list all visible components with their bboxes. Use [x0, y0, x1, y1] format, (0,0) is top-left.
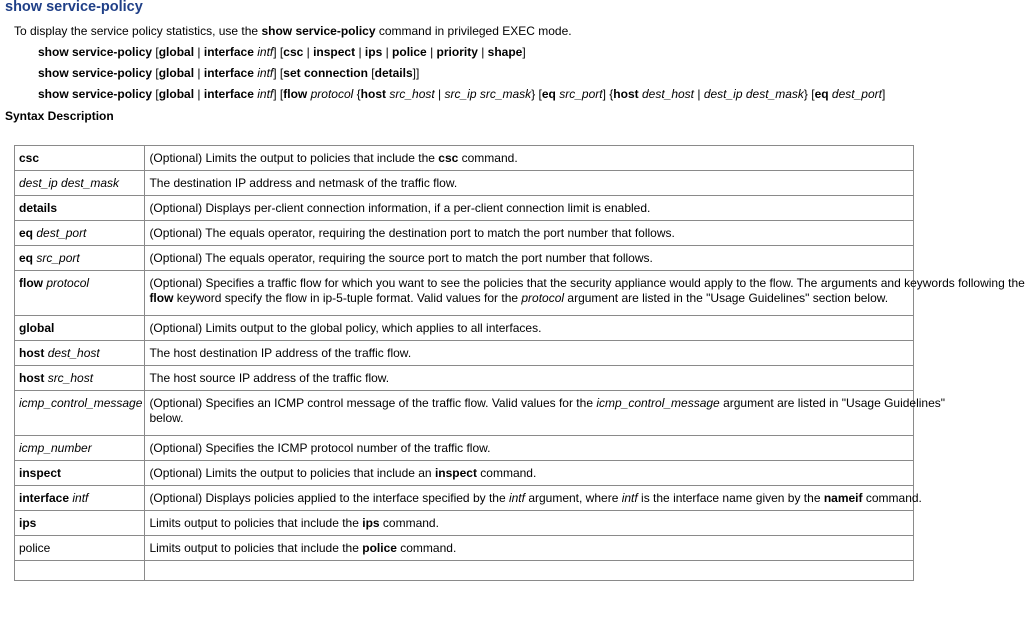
parameter-name-cell	[15, 246, 145, 271]
keyword-text: eq	[19, 251, 34, 265]
plain-text: |	[194, 66, 204, 80]
parameter-name-cell	[15, 461, 145, 486]
argument-text: src_ip src_mask	[444, 87, 532, 101]
argument-text: src_port	[559, 87, 603, 101]
plain-text: command.	[458, 151, 518, 165]
argument-text: dest_port	[831, 87, 882, 101]
plain-text: |	[434, 87, 445, 101]
plain-text: } [	[803, 87, 815, 101]
intro-text-pre: To display the service policy statistics, use the	[14, 24, 262, 38]
keyword-text: csc	[19, 151, 40, 165]
keyword-text: ips	[362, 516, 380, 530]
table-row	[15, 511, 914, 536]
keyword-text: police	[362, 541, 397, 555]
argument-text: intf	[508, 491, 525, 505]
keyword-text: host	[19, 371, 45, 385]
syntax-description-heading: Syntax Description	[5, 109, 114, 123]
table-row	[15, 246, 914, 271]
keyword-text: host	[19, 346, 45, 360]
keyword-text: csc	[283, 45, 304, 59]
plain-text: (Optional) The equals operator, requiring the destination port to match the port number that follows.	[149, 226, 675, 240]
argument-text: icmp_number	[19, 441, 92, 455]
table-row	[15, 146, 914, 171]
keyword-text: interface	[203, 87, 254, 101]
syntax-line-3	[38, 87, 885, 101]
keyword-text: ips	[364, 45, 383, 59]
plain-text: argument are listed in "Usage Guidelines"	[719, 396, 946, 410]
argument-text: protocol	[521, 291, 565, 305]
plain-text: {	[353, 87, 361, 101]
plain-text: (Optional) Displays per-client connection information, if a per-client connection limit is enabled.	[149, 201, 651, 215]
parameter-description-cell	[145, 366, 914, 391]
parameter-name-cell	[15, 221, 145, 246]
plain-text: (Optional) Limits the output to policies that include the	[149, 151, 439, 165]
table-body	[15, 146, 1025, 581]
plain-text: (Optional) Limits output to the global policy, which applies to all interfaces.	[149, 321, 542, 335]
plain-text: Limits output to policies that include the	[149, 516, 363, 530]
table-row	[15, 436, 914, 461]
parameter-description-cell	[145, 271, 1025, 316]
parameter-name-cell	[15, 196, 145, 221]
plain-text: [	[367, 66, 375, 80]
plain-text: |	[194, 87, 204, 101]
plain-text: ]	[881, 87, 886, 101]
argument-text: intf	[257, 87, 274, 101]
plain-text: |	[355, 45, 365, 59]
parameter-name-cell	[15, 171, 145, 196]
table-row	[15, 196, 914, 221]
keyword-text: nameif	[823, 491, 863, 505]
parameter-name-cell	[15, 486, 145, 511]
parameter-description-cell	[145, 511, 914, 536]
keyword-text: show service-policy	[38, 87, 153, 101]
plain-text: command.	[379, 516, 439, 530]
plain-text: argument are listed in the "Usage Guidelines" section below.	[564, 291, 889, 305]
keyword-text: inspect	[19, 466, 62, 480]
table-row	[15, 341, 914, 366]
plain-text: (Optional) Displays policies applied to the interface specified by the	[149, 491, 509, 505]
plain-text: |	[426, 45, 437, 59]
argument-text: intf	[257, 66, 274, 80]
plain-text: The host destination IP address of the traffic flow.	[149, 346, 412, 360]
keyword-text: interface	[19, 491, 70, 505]
page-title: show service-policy	[5, 0, 143, 15]
plain-text: ] [	[273, 45, 284, 59]
plain-text: |	[382, 45, 393, 59]
plain-text: [	[152, 45, 159, 59]
argument-text: dest_port	[36, 226, 87, 240]
plain-text: (Optional) Limits the output to policies that include an	[149, 466, 435, 480]
parameter-name-cell	[15, 271, 145, 316]
parameter-name-cell	[15, 436, 145, 461]
keyword-text: interface	[203, 45, 254, 59]
table-row	[15, 171, 914, 196]
keyword-text: host	[360, 87, 386, 101]
argument-text: src_port	[36, 251, 80, 265]
intro-text-post: command in privileged EXEC mode.	[375, 24, 572, 38]
plain-text: |	[477, 45, 488, 59]
keyword-text: interface	[203, 66, 254, 80]
argument-text: intf	[621, 491, 638, 505]
keyword-text: eq	[814, 87, 829, 101]
parameter-name-cell	[15, 316, 145, 341]
plain-text: |	[694, 87, 704, 101]
syntax-line-2	[38, 66, 419, 80]
table-row	[15, 391, 914, 436]
plain-text: |	[303, 45, 314, 59]
table-row	[15, 486, 914, 511]
argument-text: dest_host	[641, 87, 695, 101]
plain-text: (Optional) Specifies a traffic flow for which you want to see the policies that the security appliance would apply to the flow. The arguments and keywords following the	[149, 276, 1025, 290]
parameter-description-cell	[145, 486, 922, 511]
plain-text: police	[19, 541, 51, 555]
keyword-text: details	[19, 201, 58, 215]
keyword-text: csc	[438, 151, 459, 165]
parameter-name-cell	[15, 511, 145, 536]
plain-text: } [	[531, 87, 542, 101]
table-row	[15, 366, 914, 391]
keyword-text: inspect	[434, 466, 477, 480]
table-row	[15, 316, 914, 341]
table-row	[15, 561, 914, 581]
plain-text: ]]	[412, 66, 420, 80]
plain-text: [	[152, 66, 159, 80]
plain-text: The host source IP address of the traffic flow.	[149, 371, 390, 385]
keyword-text: global	[158, 45, 195, 59]
plain-text: (Optional) Specifies the ICMP protocol number of the traffic flow.	[149, 441, 491, 455]
plain-text: The destination IP address and netmask of the traffic flow.	[149, 176, 458, 190]
syntax-description-table	[14, 145, 1025, 581]
parameter-description-cell	[145, 436, 914, 461]
intro-paragraph	[14, 24, 572, 38]
table-row	[15, 461, 914, 486]
keyword-text: details	[374, 66, 413, 80]
plain-text: keyword specify the flow in ip-5-tuple format. Valid values for the	[173, 291, 522, 305]
keyword-text: set connection	[283, 66, 368, 80]
table-row	[15, 271, 914, 316]
parameter-name-cell	[15, 391, 145, 436]
parameter-description-cell	[145, 171, 914, 196]
table-row	[15, 536, 914, 561]
argument-text: icmp_control_message	[19, 396, 143, 410]
parameter-name-cell	[15, 146, 145, 171]
parameter-description-cell	[145, 246, 914, 271]
argument-text: src_host	[47, 371, 94, 385]
plain-text: ] [	[273, 87, 284, 101]
argument-text: protocol	[310, 87, 354, 101]
parameter-name-cell	[15, 561, 145, 581]
keyword-text: shape	[487, 45, 523, 59]
parameter-description-cell	[145, 561, 914, 581]
keyword-text: inspect	[313, 45, 356, 59]
plain-text: command.	[396, 541, 457, 555]
keyword-text: priority	[436, 45, 478, 59]
keyword-text: police	[392, 45, 427, 59]
parameter-description-cell	[145, 536, 914, 561]
keyword-text: show service-policy	[38, 45, 153, 59]
keyword-text: show service-policy	[38, 66, 153, 80]
keyword-text: global	[158, 66, 195, 80]
plain-text: below.	[149, 411, 184, 425]
argument-text: dest_host	[47, 346, 100, 360]
argument-text: dest_ip dest_mask	[19, 176, 120, 190]
argument-text: icmp_control_message	[596, 396, 720, 410]
parameter-description-cell	[145, 391, 946, 436]
plain-text: command.	[476, 466, 537, 480]
parameter-description-cell	[145, 221, 914, 246]
table-row	[15, 221, 914, 246]
argument-text: src_host	[389, 87, 435, 101]
plain-text: ] {	[602, 87, 614, 101]
parameter-name-cell	[15, 341, 145, 366]
keyword-text: global	[19, 321, 55, 335]
keyword-text: eq	[19, 226, 34, 240]
keyword-text: host	[613, 87, 639, 101]
parameter-description-cell	[145, 461, 914, 486]
plain-text: (Optional) The equals operator, requiring the source port to match the port number that follows.	[149, 251, 653, 265]
parameter-description-cell	[145, 196, 914, 221]
keyword-text: ips	[19, 516, 37, 530]
keyword-text: eq	[541, 87, 556, 101]
plain-text: is the interface name given by the	[637, 491, 824, 505]
parameter-description-cell	[145, 146, 914, 171]
parameter-name-cell	[15, 536, 145, 561]
argument-text: intf	[257, 45, 274, 59]
plain-text: Limits output to policies that include the	[149, 541, 363, 555]
keyword-text: global	[158, 87, 195, 101]
argument-text: dest_ip dest_mask	[703, 87, 804, 101]
parameter-name-cell	[15, 366, 145, 391]
plain-text: argument, where	[524, 491, 622, 505]
plain-text: [	[152, 87, 159, 101]
keyword-text: flow	[149, 291, 174, 305]
keyword-text: flow	[19, 276, 43, 290]
plain-text: ] [	[273, 66, 284, 80]
keyword-text: flow	[283, 87, 308, 101]
intro-command: show service-policy	[261, 24, 376, 38]
argument-text: intf	[72, 491, 89, 505]
plain-text: command.	[862, 491, 922, 505]
parameter-description-cell	[145, 316, 914, 341]
parameter-description-cell	[145, 341, 914, 366]
plain-text: ]	[522, 45, 526, 59]
argument-text: protocol	[46, 276, 90, 290]
plain-text: |	[194, 45, 204, 59]
syntax-line-1	[38, 45, 526, 59]
plain-text: (Optional) Specifies an ICMP control message of the traffic flow. Valid values for the	[149, 396, 597, 410]
